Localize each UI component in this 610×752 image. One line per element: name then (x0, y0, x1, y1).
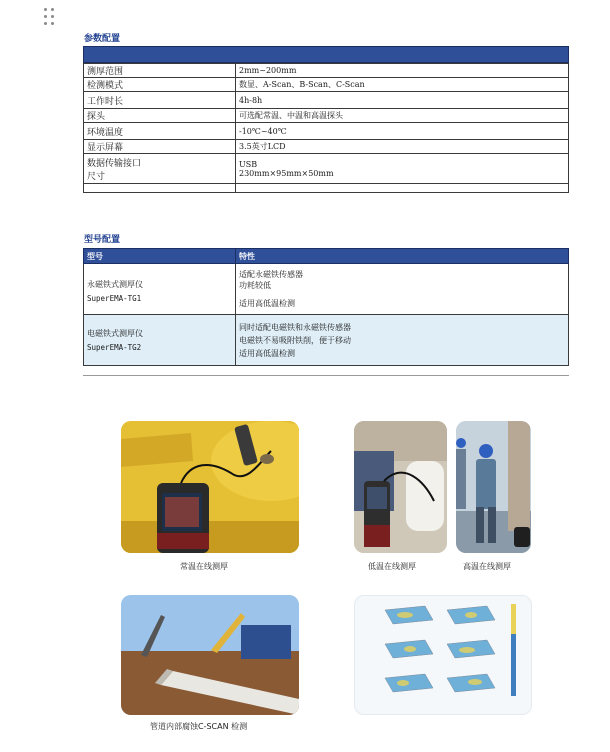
room-temp-illustration (121, 421, 299, 553)
spec-value (236, 154, 569, 184)
model-name: 永磁铁式测厚仪 (87, 280, 143, 289)
spec-key: 工作时长 (84, 92, 236, 109)
model-table (83, 248, 569, 366)
spec-value-line: 230mm×95mm×50mm (239, 168, 334, 178)
feature-item: 同时适配电磁铁和永磁铁传感器 (239, 322, 351, 332)
spec-value: 3.5英寸LCD (236, 140, 569, 154)
photo-high-temp-measurement (456, 421, 531, 553)
model-col-header: 型号 (84, 249, 236, 264)
caption-high-temp: 高温在线测厚 (463, 562, 511, 571)
spec-key: 测厚范围 (84, 64, 236, 78)
spec-value: 4h-8h (236, 92, 569, 109)
spec-key (84, 154, 236, 184)
spec-row-empty (84, 184, 569, 193)
spec-value: 2mm~200mm (236, 64, 569, 78)
feature-item: 电磁铁不易吸附铁削，便于移动 (239, 335, 351, 345)
spec-key-line: 尺寸 (87, 171, 106, 182)
caption-low-temp: 低温在线测厚 (368, 562, 416, 571)
spec-table (83, 63, 569, 193)
feature-col-header: 特性 (236, 249, 569, 264)
feature-item: 适用高低温检测 (239, 299, 295, 308)
spec-row (84, 92, 569, 109)
spec-value: 数显、A-Scan、B-Scan、C-Scan (236, 78, 569, 92)
model-name: 电磁铁式测厚仪 (87, 329, 143, 338)
spec-section-title: 参数配置 (84, 34, 121, 44)
spec-header-bar (83, 46, 569, 63)
model-name-cell (84, 264, 236, 315)
section-divider (83, 375, 569, 376)
model-section-title: 型号配置 (84, 235, 121, 245)
model-features-cell (236, 315, 569, 366)
model-table-header (84, 249, 569, 264)
spec-row (84, 64, 569, 78)
low-temp-illustration (354, 421, 447, 553)
model-row (84, 315, 569, 366)
model-features-cell (236, 264, 569, 315)
photo-pipeline-cscan (121, 595, 299, 715)
caption-room-temp: 常温在线测厚 (180, 562, 228, 571)
drag-handle-icon[interactable] (44, 8, 56, 26)
spec-key: 检测模式 (84, 78, 236, 92)
spec-row (84, 140, 569, 154)
caption-pipeline-cscan: 管道内部腐蚀C-SCAN 检测 (150, 722, 248, 731)
pipeline-illustration (121, 595, 299, 715)
model-code: SuperEMA-TG2 (87, 343, 142, 352)
feature-item: 适用高低温检测 (239, 348, 295, 358)
feature-item: 适配永磁铁传感器 (239, 270, 303, 279)
spec-key: 探头 (84, 109, 236, 123)
spec-value-line: USB (239, 159, 258, 169)
feature-item: 功耗较低 (239, 281, 271, 290)
high-temp-illustration (456, 421, 531, 553)
spec-row (84, 123, 569, 140)
model-row (84, 264, 569, 315)
spec-key-line: 数据传输接口 (87, 158, 142, 169)
photo-low-temp-measurement (354, 421, 447, 553)
model-name-cell (84, 315, 236, 366)
photo-room-temp-measurement (121, 421, 299, 553)
spec-row (84, 154, 569, 184)
model-code: SuperEMA-TG1 (87, 294, 142, 303)
spec-value: 可选配常温、中温和高温探头 (236, 109, 569, 123)
spec-value: -10℃~40℃ (236, 123, 569, 140)
cscan-plots-illustration (355, 596, 532, 715)
spec-row (84, 109, 569, 123)
spec-key: 环境温度 (84, 123, 236, 140)
spec-key: 显示屏幕 (84, 140, 236, 154)
photo-cscan-results (354, 595, 532, 715)
spec-row (84, 78, 569, 92)
